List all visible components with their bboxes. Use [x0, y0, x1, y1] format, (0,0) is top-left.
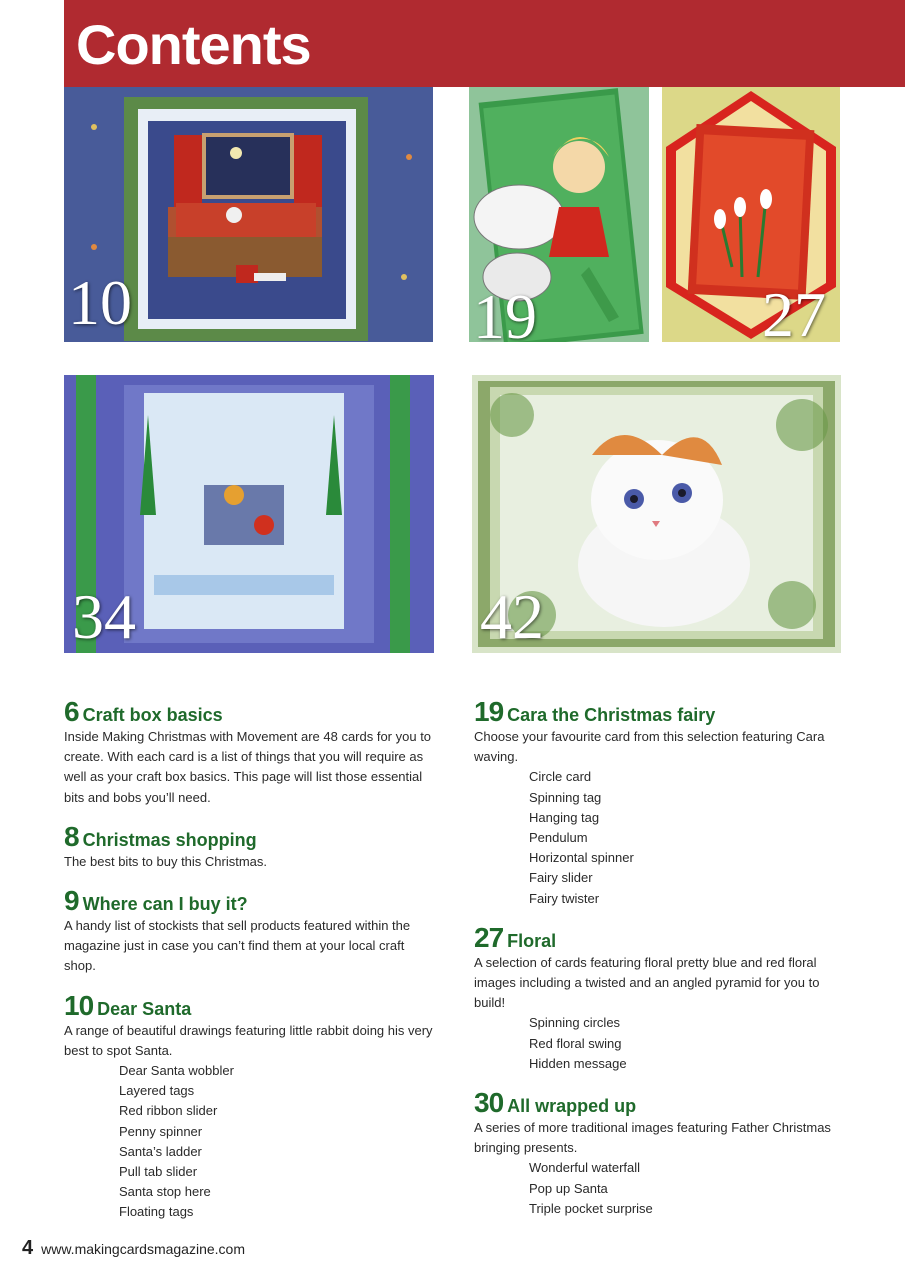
entry-description: The best bits to buy this Christmas.: [64, 853, 268, 869]
contents-left-column: [64, 697, 434, 1237]
entry-page-number: 6: [64, 696, 79, 727]
entry-card-list: [474, 1158, 844, 1219]
footer-website-url: www.makingcardsmagazine.com: [41, 1241, 245, 1257]
list-item: Spinning circles: [529, 1015, 621, 1031]
list-item: Floating tags: [119, 1204, 194, 1220]
list-item: Fairy slider: [529, 870, 593, 886]
contents-entry: [474, 697, 844, 909]
photo-page-number: 10: [68, 267, 132, 338]
list-item: Fairy twister: [529, 890, 600, 906]
entry-heading: [64, 886, 434, 916]
list-item: Circle card: [529, 769, 592, 785]
entry-description: Choose your favourite card from this selection featuring Cara waving.: [474, 729, 825, 765]
entry-description: A handy list of stockists that sell products featured within the magazine just in case you can’t find them at your local craft shop.: [64, 918, 411, 974]
contents-entry: [64, 697, 434, 808]
contents-right-column: [474, 697, 844, 1233]
list-item: Santa stop here: [119, 1184, 211, 1200]
contents-entry: [64, 822, 434, 872]
entry-description: Inside Making Christmas with Movement are 48 cards for you to create. With each card is a list of things that you will require as well as your craft box basics. This page will list those essential bits and bobs you’ll need.: [64, 729, 432, 805]
entry-heading: [474, 697, 844, 727]
photo-dear-santa-card: [64, 87, 433, 342]
entry-description: A series of more traditional images featuring Father Christmas bringing presents.: [474, 1120, 831, 1156]
entry-page-number: 27: [474, 921, 504, 953]
entry-page-number: 30: [474, 1087, 504, 1119]
contents-entry: [64, 991, 434, 1223]
list-item: Pendulum: [529, 830, 588, 846]
entry-page-number: 9: [64, 885, 79, 917]
entry-heading: [64, 991, 434, 1021]
page-title: Contents: [76, 13, 311, 76]
list-item: Wonderful waterfall: [529, 1160, 641, 1176]
photo-page-number: 34: [72, 581, 136, 652]
list-item: Red ribbon slider: [119, 1103, 218, 1119]
list-item: Hidden message: [529, 1055, 627, 1071]
entry-title: Where can I buy it?: [82, 894, 248, 915]
photo-floral-card: [662, 87, 840, 342]
entry-heading: [474, 1088, 844, 1118]
contents-header: [64, 0, 905, 87]
list-item: Pop up Santa: [529, 1180, 608, 1196]
entry-title: Craft box basics: [82, 705, 223, 725]
entry-card-list: [474, 1013, 844, 1074]
entry-heading: [474, 923, 844, 953]
entry-description: A range of beautiful drawings featuring little rabbit doing his very best to spot Santa.: [64, 1022, 433, 1058]
photo-page-number: 19: [473, 281, 537, 342]
entry-title: Floral: [507, 930, 557, 951]
entry-card-list: [64, 1061, 434, 1223]
contents-entry: [64, 886, 434, 977]
list-item: Red floral swing: [529, 1035, 622, 1051]
list-item: Santa’s ladder: [119, 1143, 202, 1159]
entry-page-number: 8: [64, 820, 79, 852]
contents-entry: [474, 923, 844, 1074]
list-item: Spinning tag: [529, 789, 602, 805]
photo-page-number: 27: [762, 279, 826, 342]
entry-page-number: 10: [64, 989, 94, 1021]
entry-title: Cara the Christmas fairy: [507, 705, 716, 725]
footer-page-number: 4: [22, 1237, 34, 1259]
list-item: Pull tab slider: [119, 1164, 198, 1180]
photo-fairy-card: [469, 87, 649, 342]
photo-kitten-card: [472, 375, 841, 653]
photo-page-number: 42: [480, 581, 544, 652]
list-item: Hanging tag: [529, 809, 600, 825]
entry-heading: [64, 822, 434, 852]
page-footer: [22, 1237, 245, 1260]
entry-description: A selection of cards featuring floral pretty blue and red floral images including a twisted and an angled pyramid for you to build!: [474, 954, 820, 1011]
entry-title: Dear Santa: [97, 998, 192, 1019]
list-item: Layered tags: [119, 1083, 195, 1099]
entry-title: All wrapped up: [507, 1096, 637, 1117]
list-item: Dear Santa wobbler: [119, 1063, 234, 1079]
contents-entry: [474, 1088, 844, 1219]
list-item: Horizontal spinner: [529, 850, 634, 866]
photo-concertina-card: [64, 375, 434, 653]
entry-heading: [64, 697, 434, 727]
entry-page-number: 19: [474, 696, 504, 727]
entry-title: Christmas shopping: [82, 829, 257, 850]
entry-card-list: [474, 767, 844, 908]
list-item: Penny spinner: [119, 1123, 203, 1139]
list-item: Triple pocket surprise: [529, 1200, 653, 1216]
